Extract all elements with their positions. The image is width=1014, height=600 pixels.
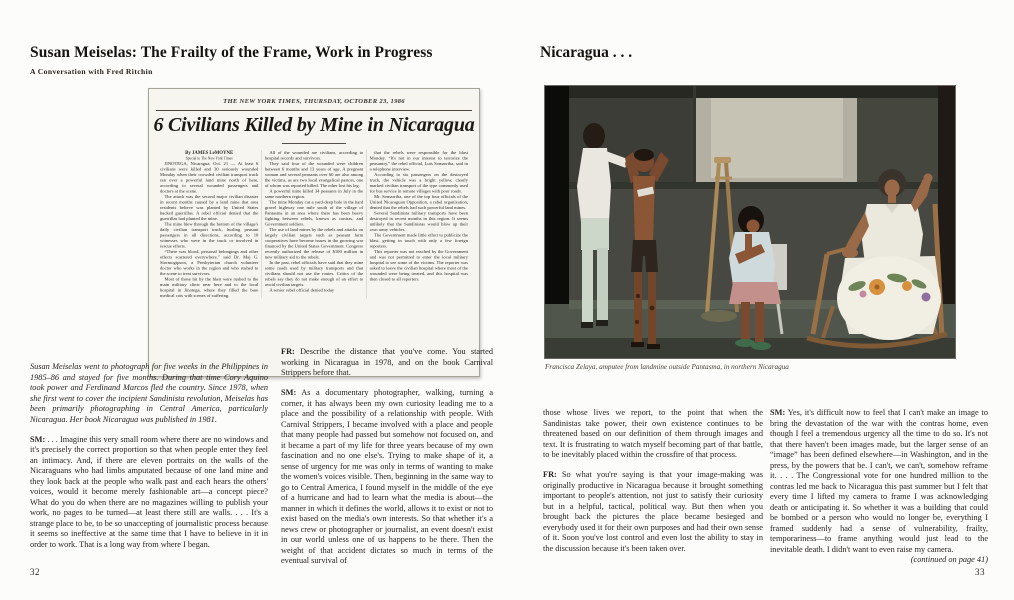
conversation-paragraph [543,470,763,554]
conversation-paragraph [30,435,268,551]
newspaper-paragraph: “There was blood, personal belongings and other effects scattered everywhere,” said Dr. Maj G. Stormogipson, a Presbyterian church volunteer doctor who works in the region and who rushed to the scene to treat survivors. [160,249,259,276]
newspaper-paragraph: A senior rebel official denied today [269,287,335,293]
speaker-label: SM: [30,434,46,444]
newspaper-columns [157,150,471,299]
conversation-paragraph [281,388,493,567]
speaker-label: SM: [281,388,297,397]
newspaper-paragraph: The mine Monday cut a yard-deep hole in the hard gravel highway one mile south of the village of Pantasma in an area where there has been heavy fighting between rebels, known as contras, and Government soldiers. [264,199,364,227]
newspaper-paragraph: The use of land mines by the rebels and attacks on largely civilian targets such as peasant farm cooperatives have become issues in the growing war financed by the United States Government. Congress recently authorized the release of $100 million in new military aid to the rebels. [264,227,364,260]
section-title: Nicaragua . . . [540,44,633,61]
newspaper-clipping [148,88,480,377]
newspaper-column-2 [261,150,366,299]
newspaper-paragraph: The mine blew through the bottom of the village's daily civilian transport truck, hurling peasant passengers in all directions, according to 10 witnesses who were in the truck or involved in rescue efforts. [160,221,259,249]
conversation-paragraph: those whose lives we report, to the point that when the Sandinistas take power, their own existence continues to be threatened based on our definition of them through images and text. It is frustrating to watch myself becoming part of that battle, to be inevitably placed within the crossfire of that process. [543,408,763,459]
newspaper-paragraph: They said four of the wounded were children between 6 months and 13 years of age. A pregnant woman and several peasants over 60 are also among the victims, as are two local evangelical pastors, one of whom was reported killed. The other lost his leg. [264,161,364,188]
newspaper-headline: 6 Civilians Killed by Mine in Nicaragua [153,114,475,136]
newspaper-paragraph: This reporter was not reached by the Government and was not permitted to enter the local military hospital to see some of the victims. The reporter was asked to leave the civilian hospital where most of the wounded were being treated, and this hospital was then closed to all reporters. [369,249,469,282]
page-number-left: 32 [30,567,40,577]
newspaper-paragraph: Mr. Somarriba, one of the top four officials of the United Nicaraguan Opposition, a rebel organization, denied that the rebels had such powerful land mines. [369,194,469,210]
newspaper-paragraph: that the rebels were responsible for the blast Monday. “It's not in our interest to terrorize the peasantry,” the rebel official, Luis Somarriba, said in a telephone interview. [369,150,469,172]
speaker-label: FR: [281,347,295,356]
newspaper-byline-sub: Special to The New York Times [185,156,233,161]
conversation-subtitle: A Conversation with Fred Ritchin [30,67,153,76]
newspaper-paragraph: JINOTEGA, Nicaragua, Oct. 21 — At least 6 civilians were killed and 30 seriously wounded Monday when their crowded civilian transport truck ran over a powerful land mine north of here, according to several wounded passengers and doctors at the scene. [160,161,259,194]
left-page-column-1 [30,362,268,560]
left-page-column-2 [281,347,493,576]
newspaper-paragraph: In the past, rebel officials have said that they mine some roads used by military transports and that civilians should not use the routes. Critics of the rebels say they do not make enough of an effort to avoid civilian targets. [264,260,364,287]
newspaper-paragraph: Several Sandinista military transports have been destroyed in recent months in this region. It seems unlikely that the Sandinistas would blow up their own army vehicles. [369,210,469,232]
paragraph-text: As a documentary photographer, walking, turning a corner, it has always been my own curiosity leading me to a place and the possibility of a relationship with people. With Carnival Strippers, I became involved with a place and people that many people had passed but somehow not focused on, and it became a part of my life for three years because of my own fascination and no one else's. Trying to make shape of it, a sense of urgency for me was only in terms of wanting to make the women's voices visible. Then, beginning in the same way to go to Central America, I found myself in the middle of the eye of a hurricane and had to learn what the media is about—the manner in which it defines the world, allows it to exist or not to exist based on the media's own interests. So that whether it's a news crew or photographer or journalist, an event doesn't exist in our world unless one of us happens to be there. Then the weight of that accident dictates so much in terms of the eventual survival of [281,388,493,565]
masthead-rule [156,110,472,111]
page-number-right: 33 [975,567,985,577]
newspaper-paragraph: A powerful mine killed 34 peasants in July in the same northern region. [264,188,364,199]
right-page-column-1 [543,408,763,564]
photo-illustration [545,86,955,358]
newspaper-paragraph: The attack was the second major civilian disaster in recent months caused by a land mine that area residents believe was planted by United States backed guerrillas. A rebel official denied that the guerrillas had planted the mine. [160,194,259,221]
newspaper-column-1 [157,150,261,299]
speaker-label: SM: [770,408,786,417]
paragraph-text: Describe the distance that you've come. You started working in Nicaragua in 1978, and on the book Carnival Strippers before that. [281,347,493,377]
intro-paragraph: Susan Meiselas went to photograph for five weeks in the Philippines in 1985–86 and stayed for five months. During that time Cory Aquino took power and Ferdinand Marcos fled the country. Since 1978, when she first went to cover the incipient Sandinista revolution, Meiselas has been primarily photographing in Central America, particularly Nicaragua. Her book Nicaragua was published in 1981. [30,362,268,424]
photo-caption: Francisca Zelaya, amputee from landmine outside Pantasma, in northern Nicaragua [545,363,789,371]
paragraph-text: So what you're saying is that your image-making was originally productive in Nicaragua because it brought something important to people's attention, not just to satisfy their curiosity but in a helpful, tactical, political way. But then when you brought back the pictures the place became besieged and everybody used it for their own purposes and had their own sense of it. Soon you've lost control and even lost the ability to stay in the discussion because it's been taken over. [543,470,763,553]
paragraph-text: . . . Imagine this very small room where there are no windows and it's precisely the correct proportion so that when people enter they feel an intimacy. And, if there are eleven portraits on the walls of the Nicaraguans who had limbs amputated because of one land mine and they look back at the people who walk past and each hears the others' voices, would it become merely fashionable art—a concept piece? What do you do when there are no magazines willing to publish your work, no pages to be turned—at least there still are walls. . . . It's a strange place to be, to be so unaccepting of journalistic process because it seems so ineffective at the same time that I have to believe in it in order to work. That is a long way from where I began. [30,434,268,549]
page-title: Susan Meiselas: The Frailty of the Frame, Work in Progress [30,44,433,61]
speaker-label: FR: [543,470,557,479]
continued-note: (continued on page 41) [910,555,988,564]
headline-rule [282,143,346,144]
newspaper-paragraph: Most of those hit by the blast were rushed to the main military clinic near here and to the local hospital in Jinotega, where they filled the bare medical cots with scenes of suffering. [160,276,259,298]
paragraph-text: Yes, it's difficult now to feel that I can't make an image to bring the devastation of the war with the contras home, even though I feel a tremendous urgency all the time to do so. It's not that there haven't been images made, but the larger sense of an “image” has been defined elsewhere—in Washington, and in the press, by the powers that be. I can't, we can't, somehow reframe it. . . . The Congressional vote for one hundred million to the contras led me back to Nicaragua this past summer but I felt that every time I lifted my camera to frame I was acknowledging death or anticipating it. So whether it was a building that could be bombed or a person who would no longer be, everything I framed suddenly had a sense of vulnerability, frailty, temporariness—to frame anything would just lead to the inevitable death. I didn't want to even raise my camera. [770,408,988,554]
newspaper-paragraph: The Government made little effort to publicize the blast, getting in touch with only a few foreign reporters. [369,232,469,249]
newspaper-masthead: THE NEW YORK TIMES, THURSDAY, OCTOBER 23, 1986 [223,98,405,105]
conversation-paragraph [770,408,988,555]
magazine-photo [545,86,955,358]
newspaper-byline: By JAMES LeMOYNE [185,150,234,156]
newspaper-paragraph: All of the wounded are civilians, according to hospital records and survivors. [264,150,364,161]
right-page-column-2 [770,408,988,575]
conversation-paragraph [281,347,493,379]
newspaper-column-3 [366,150,471,299]
newspaper-paragraph: According to six passengers on the destroyed truck, the vehicle was a bright yellow, clearly marked civilian transport of the type commonly used for bus service in remote villages with poor roads. [369,172,469,194]
